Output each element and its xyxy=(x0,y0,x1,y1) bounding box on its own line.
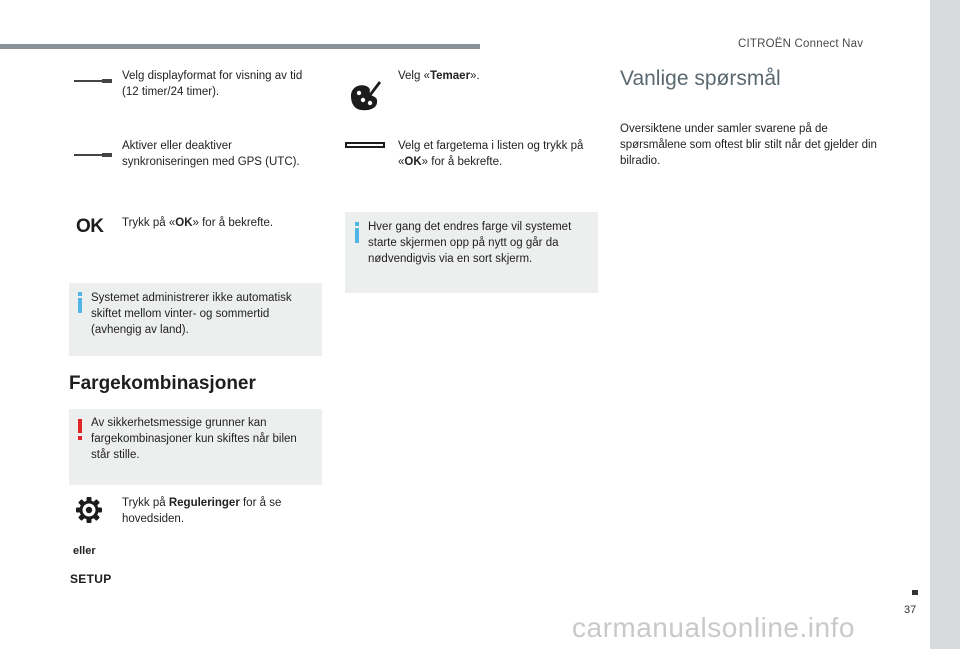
header-brand: CITROËN Connect Nav xyxy=(738,38,864,50)
header-rule xyxy=(0,44,480,49)
gps-sync-text: Aktiver eller deaktiver synkroniseringen med GPS (UTC). xyxy=(122,140,300,168)
ok-icon: OK xyxy=(76,216,104,237)
faq-body: Oversiktene under samler svarene på de spørsmålene som oftest blir stilt når det gjelder din bilradio. xyxy=(620,123,877,167)
slider-icon xyxy=(74,80,112,82)
warning-note-text: Av sikkerhetsmessige grunner kan fargekombinasjoner kun skiftes når bilen står stille. xyxy=(91,417,297,461)
section-title: Fargekombinasjoner xyxy=(69,373,256,394)
faq-title: Vanlige spørsmål xyxy=(620,67,781,90)
gear-icon xyxy=(75,496,103,524)
settings-text: Trykk på Reguleringer for å se hovedsiden. xyxy=(122,497,282,525)
eller-label: eller xyxy=(73,545,96,557)
display-format-text: Velg displayformat for visning av tid (12 timer/24 timer). xyxy=(122,70,303,98)
setup-label: SETUP xyxy=(70,572,112,586)
palette-icon xyxy=(346,78,382,114)
side-band xyxy=(930,0,960,649)
theme-text: Velg «Temaer». xyxy=(398,70,480,82)
color-theme-text: Velg et fargetema i listen og trykk på «OK» for å bekrefte. xyxy=(398,140,584,168)
page-number: 37 xyxy=(904,604,917,616)
watermark: carmanualsonline.info xyxy=(572,612,855,643)
info-note-text-2: Hver gang det endres farge vil systemet starte skjermen opp på nytt og går da nødvendigvis via en sort skjerm. xyxy=(368,221,572,265)
page-marker xyxy=(912,590,918,595)
color-bar-icon xyxy=(345,142,385,148)
confirm-text: Trykk på «OK» for å bekrefte. xyxy=(122,217,274,229)
toggle-icon xyxy=(74,154,112,156)
info-note-text: Systemet administrerer ikke automatisk skiftet mellom vinter- og sommertid (avhengig av land). xyxy=(91,292,292,336)
